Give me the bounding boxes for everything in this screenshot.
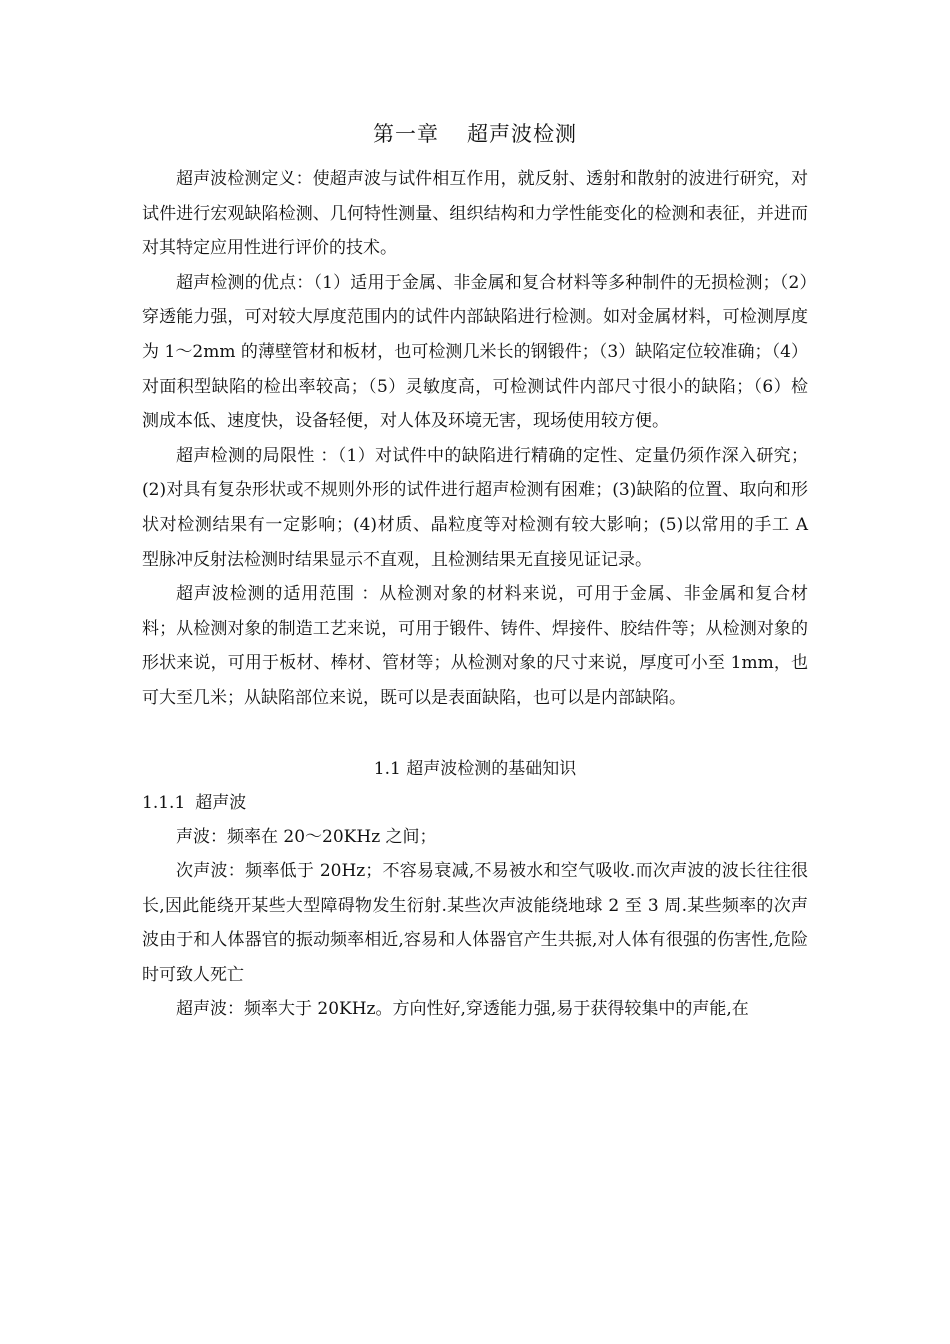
subsection-title — [142, 786, 808, 820]
paragraph-scope: 超声波检测的适用范围 ：从检测对象的材料来说，可用于金属、非金属和复合材料；从检测对象的制造工艺来说，可用于锻件、铸件、焊接件、胶结件等；从检测对象的形状来说，可用于板材、棒材、管材等；从检测对象的尺寸来说，厚度可小至 1mm，也可大至几米；从缺陷部位来说，既可以是表面缺陷，也可以是内部缺陷。 — [142, 584, 808, 708]
subsection-name: 超声波 — [195, 792, 247, 813]
chapter-name: 超声波检测 — [467, 122, 577, 146]
chapter-title — [142, 112, 808, 156]
document-page — [142, 112, 808, 1027]
paragraph-ultrasound: 超声波：频率大于 20KHz。方向性好,穿透能力强,易于获得较集中的声能,在 — [176, 999, 749, 1020]
paragraph-advantages: 超声检测的优点：（1）适用于金属、非金属和复合材料等多种制件的无损检测；（2）穿透能力强，可对较大厚度范围内的试件内部缺陷进行检测。如对金属材料，可检测厚度为 1～2mm 的薄壁管材和板材，也可检测几米长的钢锻件；（3）缺陷定位较准确；（4）对面积型缺陷的检出率较高；（5）灵敏度高，可检测试件内部尺寸很小的缺陷；（6）检测成本低、速度快，设备轻便，对人体及环境无害，现场使用较方便。 — [142, 272, 808, 432]
chapter-number: 第一章 — [373, 122, 439, 146]
section-title: 1.1 超声波检测的基础知识 — [373, 758, 577, 779]
paragraph-limitations: 超声检测的局限性 ：（1）对试件中的缺陷进行精确的定性、定量仍须作深入研究；(2)对具有复杂形状或不规则外形的试件进行超声检测有困难；(3)缺陷的位置、取向和形状对检测结果有一定影响；(4)材质、晶粒度等对检测有较大影响；(5)以常用的手工 A 型脉冲反射法检测时结果显示不直观，且检测结果无直接见证记录。 — [142, 445, 808, 570]
paragraph-sound-wave: 声波：频率在 20～20KHz 之间； — [176, 826, 437, 847]
subsection-number: 1.1.1 — [142, 792, 186, 813]
paragraph-infrasound: 次声波：频率低于 20Hz；不容易衰减,不易被水和空气吸收.而次声波的波长往往很长,因此能绕开某些大型障碍物发生衍射.某些次声波能绕地球 2 至 3 周.某些频率的次声波由于和人体器官的振动频率相近,容易和人体器官产生共振,对人体有很强的伤害性,危险时可致人死亡 — [142, 861, 808, 985]
paragraph-definition: 超声波检测定义：使超声波与试件相互作用，就反射、透射和散射的波进行研究，对试件进行宏观缺陷检测、几何特性测量、组织结构和力学性能变化的检测和表征，并进而对其特定应用性进行评价的技术。 — [142, 169, 808, 259]
